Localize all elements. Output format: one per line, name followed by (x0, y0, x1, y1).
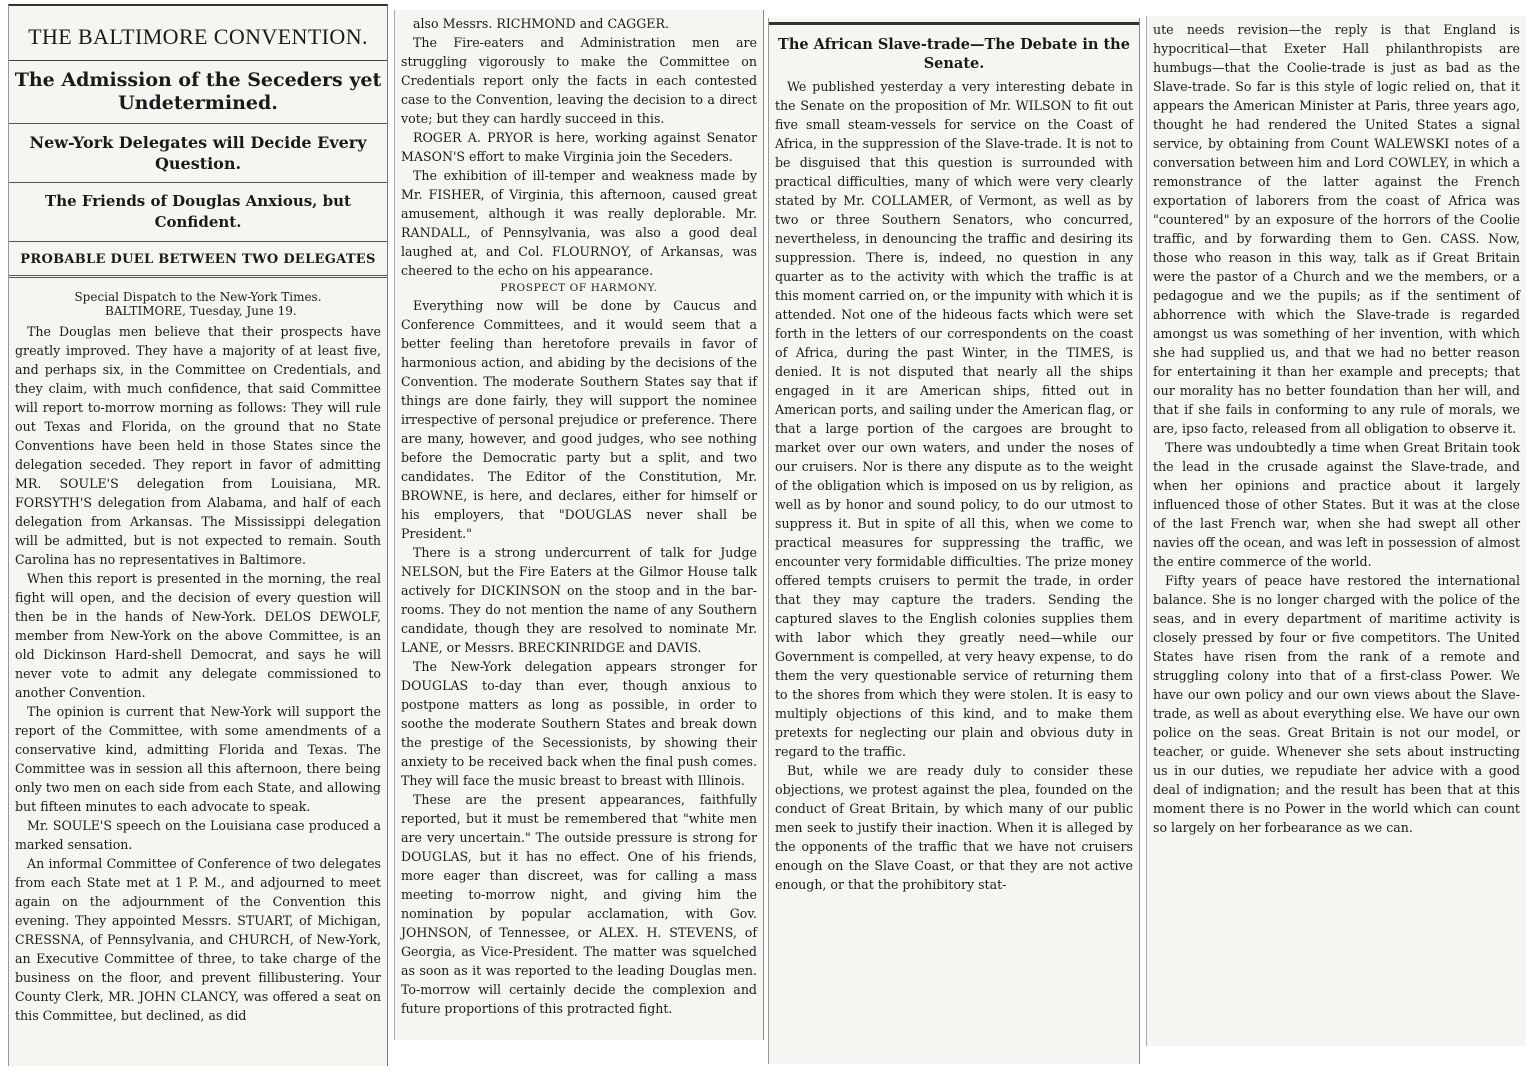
article-paragraph: There is a strong undercurrent of talk for Judge NELSON, but the Fire Eaters at the Gilmor House talk actively for DICKINSON on the stoop and in the bar-rooms. They do not mention the name of any Southern candidate, though they are resolved to nominate Mr. LANE, or Messrs. BRECKINRIDGE and DAVIS. (401, 545, 757, 655)
headline-3: The Friends of Douglas Anxious, but Confident. (9, 183, 387, 242)
article-paragraph: An informal Committee of Conference of two delegates from each State met at 1 P. M., and adjourned to meet again on the adjournment of the Convention this evening. They appointed Messrs. STUART, of Michigan, CRESSNA, of Pennsylvania, and CHURCH, of New-York, an Executive Committee of three, to take charge of the business on the floor, and prevent fillibustering. Your County Clerk, MR. JOHN CLANCY, was offered a seat on this Committee, but declined, as did (15, 856, 381, 1023)
article-paragraph: Everything now will be done by Caucus and Conference Committees, and it would seem that a better feeling than heretofore prevails in favor of harmonious action, and abiding by the decisions of the Convention. The moderate Southern States say that if things are done fairly, they will support the nominee irrespective of personal prejudice or preference. There are many, however, and good judges, who see nothing before the Democratic party but a split, and two candidates. The Editor of the Constitution, Mr. BROWNE, is here, and declares, either for himself or his employers, that "DOUGLAS never shall be President." (401, 298, 757, 541)
column-2 (394, 10, 764, 1040)
masthead: THE BALTIMORE CONVENTION. (9, 6, 387, 61)
dateline-place: BALTIMORE, Tuesday, June 19. (105, 304, 297, 318)
article-paragraph: There was undoubtedly a time when Great Britain took the lead in the crusade against the Slave-trade, and when her opinions and practice about it largely influenced those of other States. But it was at the close of the last French war, when she had swept all other navies off the ocean, and was left in possession of almost the entire commerce of the world. (1153, 440, 1520, 569)
headline-1: The Admission of the Seceders yet Undetermined. (9, 61, 387, 124)
article-paragraph: Fifty years of peace have restored the international balance. She is no longer charged with the police of the seas, and in every department of maritime activity is closely pressed by four or five competitors. The United States have risen from the rank of a remote and struggling colony into that of a first-class Power. We have our own policy and our own views about the Slave-trade, as well as about everything else. We have our own police on the seas. Great Britain is not our model, or teacher, or guide. Whenever she sets about instructing us in our duties, we repudiate her advice with a good deal of indignation; and the result has been that at this moment there is no Power in the world which can count so largely on her forbearance as we can. (1153, 573, 1520, 835)
article-paragraph: The exhibition of ill-temper and weakness made by Mr. FISHER, of Virginia, this afternoon, caused great amusement, although it was really deplorable. Mr. RANDALL, of Pennsylvania, was also a good deal laughed at, and Col. FLOURNOY, of Arkansas, was cheered to the echo on his appearance. (401, 168, 757, 278)
article-paragraph: These are the present appearances, faithfully reported, but it must be remembered that "white men are very uncertain." The outside pressure is strong for DOUGLAS, but it has no effect. One of his friends, more eager than discreet, was for calling a mass meeting to-morrow night, and giving him the nomination by popular acclamation, with Gov. JOHNSON, of Tennessee, or ALEX. H. STEVENS, of Georgia, as Vice-President. The matter was squelched as soon as it was reported to the leading Douglas men. To-morrow will certainly decide the complexion and future proportions of this protracted fight. (401, 792, 757, 1016)
headline-4: PROBABLE DUEL BETWEEN TWO DELEGATES (9, 242, 387, 278)
dateline-source: Special Dispatch to the New-York Times. (74, 290, 322, 304)
article-paragraph: ROGER A. PRYOR is here, working against Senator MASON'S effort to make Virginia join the Seceders. (401, 130, 757, 164)
editorial-headline: The African Slave-trade—The Debate in the Senate. (769, 22, 1139, 77)
section-subhead: PROSPECT OF HARMONY. (500, 282, 658, 294)
headline-2: New-York Delegates will Decide Every Question. (9, 124, 387, 183)
article-paragraph: The New-York delegation appears stronger for DOUGLAS to-day than ever, though anxious to postpone matters as long as possible, in order to soothe the moderate Southern States and break down the prestige of the Secessionists, by showing their anxiety to be received back when the final push comes. They will face the music breast to breast with Illinois. (401, 659, 757, 788)
article-paragraph: Mr. SOULE'S speech on the Louisiana case produced a marked sensation. (15, 818, 381, 852)
article-paragraph: We published yesterday a very interesting debate in the Senate on the proposition of Mr. WILSON to fit out five small steam-vessels for service on the Coast of Africa, in the suppression of the Slave-trade. It is not to be disguised that this question is surrounded with practical difficulties, many of which were very clearly stated by Mr. COLLAMER, of Vermont, as well as by two or three Southern Senators, who concurred, nevertheless, in denouncing the traffic and desiring its suppression. There is, indeed, no question in any quarter as to the activity with which the traffic is at this moment carried on, or the impunity with which it is attended. Not one of the hideous facts which were set forth in the letters of our correspondents on the coast of Africa, during the past Winter, in the TIMES, is denied. It is not disputed that nearly all the ships engaged in it are American ships, fitted out in American ports, and sailing under the American flag, or that a large portion of the cargoes are brought to market over our own waters, and under the noses of our cruisers. Nor is there any dispute as to the weight of the obligation which is imposed on us by religion, as well as by honor and sound policy, to do our utmost to suppress it. But in spite of all this, when we come to practical measures for suppressing the traffic, we encounter very formidable difficulties. The prize money offered tempts cruisers to permit the trade, in order that they may capture the traders. Sending the captured slaves to the English colonies supplies them with labor which they greatly need—while our Government is compelled, at very heavy expense, to do them the very questionable service of returning them to the shores from which they were stolen. It is easy to multiply objections of this kind, and to make them pretexts for neglecting our plain and obvious duty in regard to the traffic. (775, 79, 1133, 759)
article-paragraph: The Douglas men believe that their prospects have greatly improved. They have a majority of at least five, and perhaps six, in the Committee on Credentials, and they claim, with much confidence, that said Committee will report to-morrow morning as follows: They will rule out Texas and Florida, on the ground that no State Conventions have been held in those States since the delegation seceded. They report in favor of admitting MR. SOULE'S delegation from Louisiana, MR. FORSYTH'S delegation from Alabama, and half of each delegation from Arkansas. The Mississippi delegation will be admitted, but is not expected to remain. South Carolina has no representatives in Baltimore. (15, 324, 381, 567)
article-paragraph: The opinion is current that New-York will support the report of the Committee, with some amendments of a conservative kind, admitting Florida and Texas. The Committee was in session all this afternoon, there being only two men on each side from each State, and allowing but fifteen minutes to each advocate to speak. (15, 704, 381, 814)
column-3 (768, 18, 1140, 1064)
column-1 (8, 4, 388, 1066)
article-paragraph: also Messrs. RICHMOND and CAGGER. (413, 16, 669, 31)
article-paragraph: ute needs revision—the reply is that England is hypocritical—that Exeter Hall philanthropists are humbugs—that the Coolie-trade is just as bad as the Slave-trade. So far is this style of logic relied on, that it appears the American Minister at Paris, three years ago, thought he had rendered the United States a signal service, by obtaining from Count WALEWSKI notes of a conversation between him and Lord COWLEY, in which a remonstrance of the latter against the French exportation of laborers from the coast of Africa was "countered" by an exposure of the horrors of the Coolie traffic, and by forwarding them to Gen. CASS. Now, those who reason in this way, talk as if Great Britain were the pastor of a Church and we the members, or a pedagogue and we the pupils; as if the sentiment of abhorrence with which the Slave-trade is regarded amongst us was something of her invention, with which she had supplied us, and that we had no better reason for entertaining it than her example and precepts; that our morality has no better foundation than her will, and that if she fails in conforming to any rule of morals, we are, ipso facto, released from all obligation to observe it. (1153, 22, 1520, 436)
article-paragraph: The Fire-eaters and Administration men are struggling vigorously to make the Committee on Credentials report only the facts in each contested case to the Convention, leaving the decision to a direct vote; but they can hardly succeed in this. (401, 35, 757, 126)
article-paragraph: But, while we are ready duly to consider these objections, we protest against the plea, founded on the conduct of Great Britain, by which many of our public men seek to justify their inaction. When it is alleged by the opponents of the traffic that we have not cruisers enough on the Slave Coast, or that they are not active enough, or that the prohibitory stat- (775, 763, 1133, 892)
article-paragraph: When this report is presented in the morning, the real fight will open, and the decision of every question will then be in the hands of New-York. DELOS DEWOLF, member from New-York on the above Committee, is an old Dickinson Hard-shell Democrat, and says he will never vote to admit any delegate commissioned to another Convention. (15, 571, 381, 700)
column-4 (1146, 16, 1526, 1046)
